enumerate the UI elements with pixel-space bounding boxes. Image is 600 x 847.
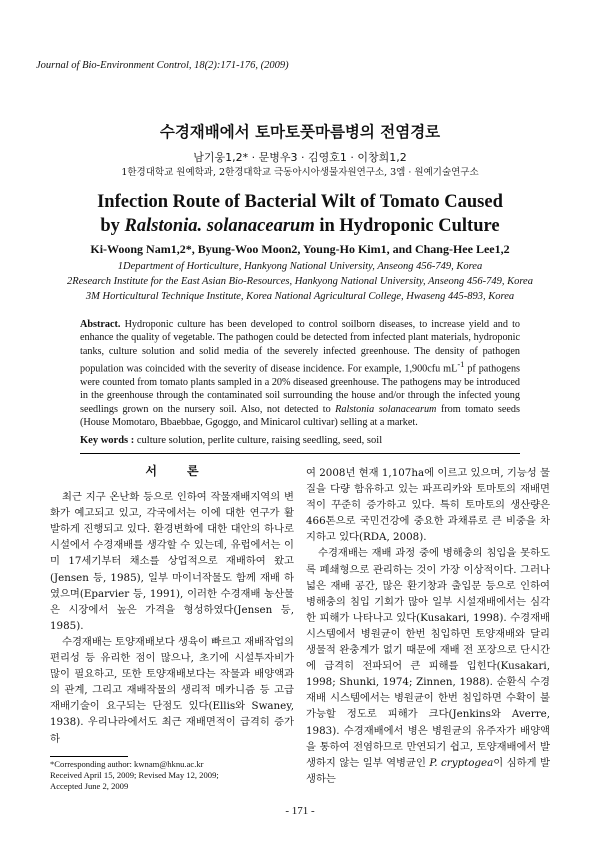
abstract-text-3: from tomato seeds (House Momotaro, Bbaebbae, Ggoggo, and Minicarol cultivar) selling at a market. (80, 403, 520, 429)
english-title-line2-suffix: in Hydroponic Culture (314, 216, 500, 236)
keywords-divider (80, 453, 520, 454)
journal-citation: Journal of Bio-Environment Control, 18(2):171-176, (2009) (36, 60, 289, 71)
affiliation-3: 3M Horticultural Technique Institute, Korea National Agricultural College, Hwaseng 445-893, Korea (85, 291, 515, 302)
english-title-line2-prefix: by (100, 216, 125, 236)
right-paragraph-2-end: 이 심하게 발생하는 (306, 756, 550, 785)
english-title (0, 190, 600, 238)
accepted-date: Accepted June 2, 2009 (50, 781, 129, 791)
corresponding-author: *Corresponding author: kwnam@hknu.ac.kr (50, 759, 204, 769)
right-paragraph-1: 여 2008년 현재 1,107ha에 이르고 있으며, 기능성 물질을 다량 함유하고 있는 파프리카와 토마토의 재배면적이 꾸준히 증가하고 있다. 특히 토마토의 생산량은 466톤으로 국민건강에 중요한 과채류로 큰 비중을 차지하고 있다(RDA, 2008). (306, 467, 550, 544)
abstract-text-1: Hydroponic culture has been developed to control soilborn diseases, to increase yield and to enhance the quality of vegetable. The pathogen could be detected from infected plant materials, hydroponic tanks, culture solution and solid media of the severely infected greenhouse. The density of pathogen population was coincided with the severity of disease incidence. For example, 1,900cfu mL (80, 319, 520, 375)
abstract-sup: -1 (457, 359, 465, 370)
abstract-text-2: pf pathogens were counted from tomato plants sampled in a 20% diseased greenhouse. The pathogens may be introduced in the greenhouse through the contaminated soil surrounding the house and/or through the infected young seedlings grown on the nursery soil. Also, not detected to (80, 363, 521, 415)
footnote (50, 759, 219, 792)
korean-authors: 남기웅1,2* · 문병우3 · 김영호1 · 이창희1,2 (193, 151, 407, 164)
korean-affiliations: 1한경대학교 원예학과, 2한경대학교 극동아시아생물자원연구소, 3엠 · 원예기술연구소 (121, 167, 479, 178)
section-title-introduction: 서론 (145, 464, 229, 478)
affiliation-2: 2Research Institute for the East Asian Bio-Resources, Hankyong National University, Anseong 456-749, Korea (67, 276, 533, 287)
keywords-label: Key words : (80, 435, 135, 446)
english-title-line1: Infection Route of Bacterial Wilt of Tomato Caused (97, 192, 503, 212)
english-title-species: Ralstonia. solanacearum (124, 216, 315, 236)
affiliation-1: 1Department of Horticulture, Hankyong National University, Anseong 456-749, Korea (117, 261, 483, 272)
right-paragraph-2-text: 수경재배는 재배 과정 중에 병해충의 침입을 못하도록 폐쇄형으로 관리하는 것이 가장 이상적이다. 그러나 넓은 재배 공간, 많은 환기창과 출입문 등으로 인하여 병해충의 침입 기회가 많아 일부 시설재배에서는 심각한 피해가 나타나고 있다(Kusakari, 1998). 수경재배시스템에서 병원균이 한번 침입하면 토양재배와 달리 생물적 완충계가 없기 때문에 재배 전 포장으로 단시간에 급격히 전파되어 큰 피해를 입힌다(Kusakari, 1998; Shunki, 1974; Zinnen, 1988). 순환식 수경재배 시스템에서는 병원균이 한번 침입하면 수확이 불가능할 정도로 피해가 크다(Jenkins와 Averre, 1983). 수경재배에서 병은 병원균의 유주자가 배양액을 통하여 전염하므로 만연되기 쉽고, 토양재배에서 발생하지 않는 일부 역병균인 (306, 547, 550, 769)
abstract-label: Abstract. (80, 319, 121, 330)
received-revised: Received April 15, 2009; Revised May 12, 2009; (50, 770, 219, 780)
footnote-divider (50, 756, 128, 757)
keywords-text: culture solution, perlite culture, raising seedling, seed, soil (134, 435, 383, 446)
pathogen-species: P. cryptogea (429, 756, 494, 769)
right-column (306, 465, 550, 787)
intro-paragraph-1: 최근 지구 온난화 등으로 인하여 작물재배지역의 변화가 예고되고 있고, 각국에서는 이에 대한 연구가 활발하게 진행되고 있다. 환경변화에 대한 대안의 하나로 시설에서 수경재배를 생각할 수 있는데, 유럽에서는 이미 17세기부터 채소를 상업적으로 재배하여 왔고 (Jensen 등, 1985), 일부 마이너작물도 함께 재배 하였으며(Eparvier 등, 1991), 이러한 수경재배 농산물은 시장에서 높은 가격을 형성하였다(Jensen 등, 1985). (50, 491, 294, 632)
left-column (50, 463, 294, 747)
keywords (80, 435, 382, 446)
english-affiliations (0, 259, 600, 304)
page-number: - 171 - (285, 805, 315, 817)
abstract-species: Ralstonia solanacearum (335, 403, 437, 415)
korean-title: 수경재배에서 토마토풋마름병의 전염경로 (159, 123, 441, 141)
intro-paragraph-2: 수경재배는 토양재배보다 생육이 빠르고 재배작업의 편리성 등 유리한 점이 많으나, 초기에 시설투자비가 많이 필요하고, 또한 토양재배보다는 작물과 배양액과의 관계, 그리고 재배작물의 생리적 메카니즘 등 고급 재배기술이 요구되는 단점도 있다(Ellis와 Swaney, 1938). 우리나라에서도 최근 재배면적이 급격히 증가하 (50, 635, 294, 745)
right-paragraph-2 (306, 545, 550, 786)
english-authors: Ki-Woong Nam1,2*, Byung-Woo Moon2, Young-Ho Kim1, and Chang-Hee Lee1,2 (90, 242, 510, 256)
abstract (80, 318, 520, 430)
